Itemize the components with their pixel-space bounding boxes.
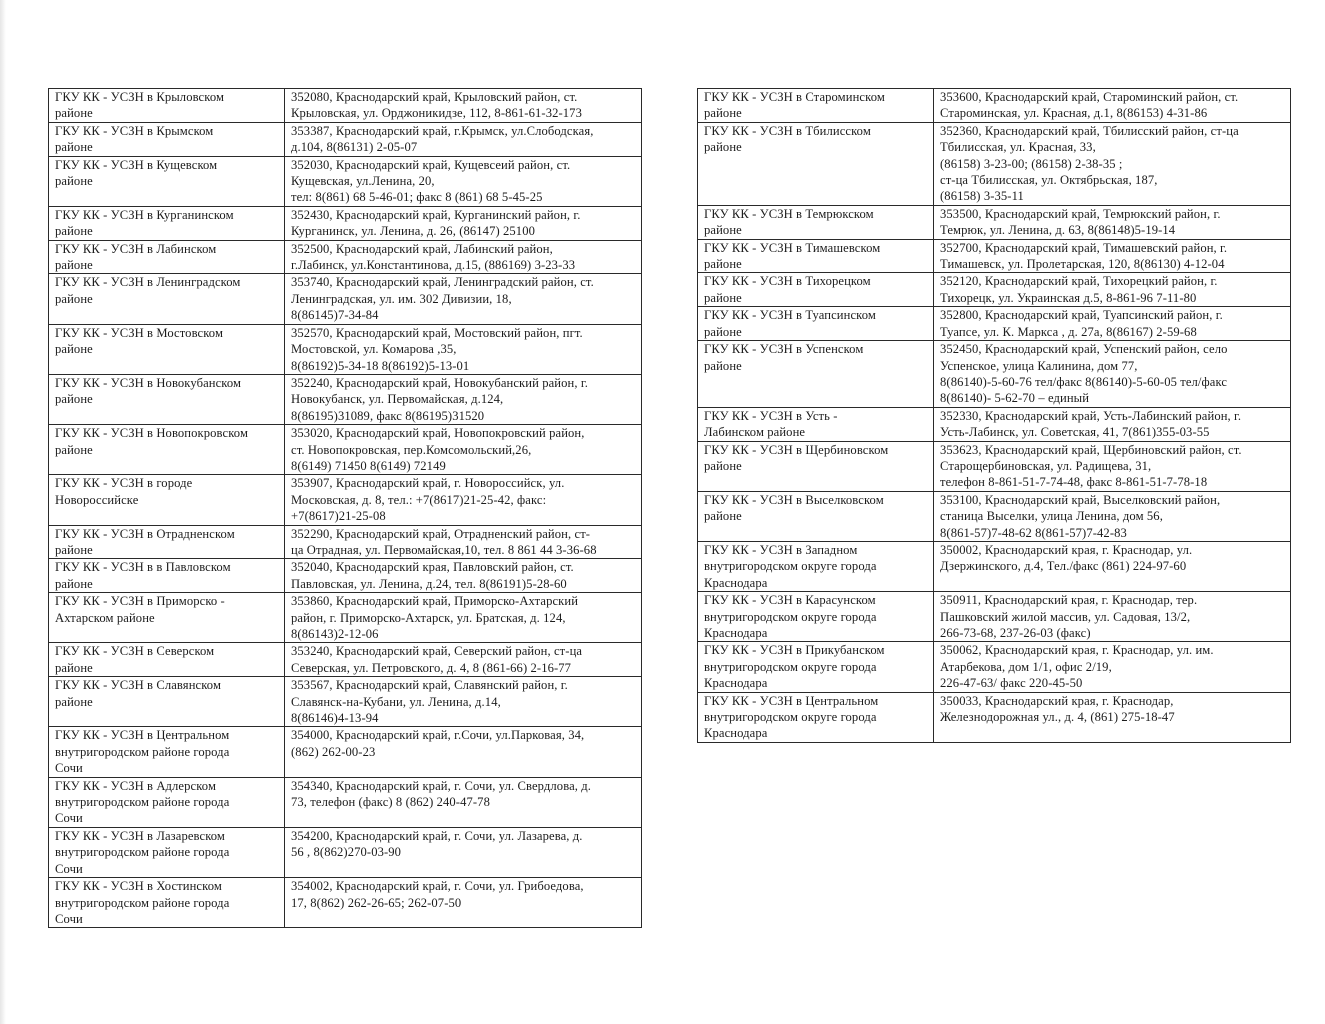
office-name: ГКУ КК - УСЗН в Ленинградском районе: [49, 274, 285, 324]
office-name: ГКУ КК - УСЗН в Выселковском районе: [698, 491, 934, 541]
office-name: ГКУ КК - УСЗН в Лабинском районе: [49, 240, 285, 274]
office-name: ГКУ КК - УСЗН в Курганинском районе: [49, 206, 285, 240]
table-row: [49, 643, 642, 677]
office-name: ГКУ КК - УСЗН в Новопокровском районе: [49, 425, 285, 475]
table-row: [49, 240, 642, 274]
table-row: [49, 475, 642, 525]
office-address: 352330, Краснодарский край, Усть-Лабинский район, г. Усть-Лабинск, ул. Советская, 41, 7(861)355-03-55: [934, 407, 1291, 441]
table-row: [698, 407, 1291, 441]
table-row: [49, 525, 642, 559]
office-name: ГКУ КК - УСЗН в Тихорецком районе: [698, 273, 934, 307]
left-directory-table: [48, 88, 642, 928]
office-name: ГКУ КК - УСЗН в Отрадненском районе: [49, 525, 285, 559]
table-row: [49, 156, 642, 206]
table-row: [698, 205, 1291, 239]
office-address: 354340, Краснодарский край, г. Сочи, ул. Свердлова, д. 73, телефон (факс) 8 (862) 240-47-78: [285, 777, 642, 827]
office-name: ГКУ КК - УСЗН в Тимашевском районе: [698, 239, 934, 273]
office-address: 354002, Краснодарский край, г. Сочи, ул. Грибоедова, 17, 8(862) 262-26-65; 262-07-50: [285, 878, 642, 928]
office-name: ГКУ КК - УСЗН в Прикубанском внутригородском округе города Краснодара: [698, 642, 934, 692]
table-row: [698, 89, 1291, 123]
office-address: 353740, Краснодарский край, Ленинградский район, ст. Ленинградская, ул. им. 302 Дивизии, 18, 8(86145)7-34-84: [285, 274, 642, 324]
office-name: ГКУ КК - УСЗН в Лазаревском внутригородском районе города Сочи: [49, 827, 285, 877]
office-address: 353500, Краснодарский край, Темрюкский район, г. Темрюк, ул. Ленина, д. 63, 8(86148)5-19-14: [934, 205, 1291, 239]
table-row: [49, 425, 642, 475]
office-name: ГКУ КК - УСЗН в Центральном внутригородском районе города Сочи: [49, 727, 285, 777]
office-address: 353240, Краснодарский край, Северский район, ст-ца Северская, ул. Петровского, д. 4, 8 (861-66) 2-16-77: [285, 643, 642, 677]
office-name: ГКУ КК - УСЗН в Хостинском внутригородском районе города Сочи: [49, 878, 285, 928]
table-row: [49, 122, 642, 156]
office-address: 353623, Краснодарский край, Щербиновский район, ст. Старощербиновская, ул. Радищева, 31, телефон 8-861-51-7-74-48, факс 8-861-51-7-78-18: [934, 441, 1291, 491]
office-address: 352570, Краснодарский край, Мостовский район, пгт. Мостовской, ул. Комарова ,35, 8(86192)5-34-18 8(86192)5-13-01: [285, 324, 642, 374]
scan-edge-shadow: [0, 0, 6, 1024]
office-name: ГКУ КК - УСЗН в Центральном внутригородском округе города Краснодара: [698, 692, 934, 742]
office-name: ГКУ КК - УСЗН в Крымском районе: [49, 122, 285, 156]
table-row: [49, 374, 642, 424]
office-address: 350033, Краснодарский края, г. Краснодар, Железнодорожная ул., д. 4, (861) 275-18-47: [934, 692, 1291, 742]
table-row: [49, 677, 642, 727]
right-directory-table: [697, 88, 1291, 743]
table-row: [698, 239, 1291, 273]
office-address: 352800, Краснодарский край, Туапсинский район, г. Туапсе, ул. К. Маркса , д. 27а, 8(86167) 2-59-68: [934, 307, 1291, 341]
office-address: 352120, Краснодарский край, Тихорецкий район, г. Тихорецк, ул. Украинская д.5, 8-861-96 7-11-80: [934, 273, 1291, 307]
office-name: ГКУ КК - УСЗН в Щербиновском районе: [698, 441, 934, 491]
office-address: 352030, Краснодарский край, Кущевсеий район, ст. Кущевская, ул.Ленина, 20, тел: 8(861) 68 5-46-01; факс 8 (861) 68 5-45-25: [285, 156, 642, 206]
office-address: 352450, Краснодарский край, Успенский район, село Успенское, улица Калинина, дом 77, 8(86140)-5-60-76 тел/факс 8(86140)-5-60-05 тел/факс 8(86140)- 5-62-70 – единый: [934, 341, 1291, 408]
table-row: [698, 541, 1291, 591]
office-address: 353600, Краснодарский край, Староминский район, ст. Староминская, ул. Красная, д.1, 8(86153) 4-31-86: [934, 89, 1291, 123]
table-row: [49, 324, 642, 374]
office-address: 353567, Краснодарский край, Славянский район, г. Славянск-на-Кубани, ул. Ленина, д.14, 8(86146)4-13-94: [285, 677, 642, 727]
office-address: 352700, Краснодарский край, Тимашевский район, г. Тимашевск, ул. Пролетарская, 120, 8(86130) 4-12-04: [934, 239, 1291, 273]
office-address: 352500, Краснодарский край, Лабинский район, г.Лабинск, ул.Константинова, д.15, (886169) 3-23-33: [285, 240, 642, 274]
table-row: [698, 273, 1291, 307]
office-address: 350002, Краснодарский края, г. Краснодар, ул. Дзержинского, д.4, Тел./факс (861) 224-97-60: [934, 541, 1291, 591]
table-row: [698, 122, 1291, 205]
office-address: 350062, Краснодарский края, г. Краснодар, ул. им. Атарбекова, дом 1/1, офис 2/19, 226-47-63/ факс 220-45-50: [934, 642, 1291, 692]
office-name: ГКУ КК - УСЗН в Карасунском внутригородском округе города Краснодара: [698, 592, 934, 642]
office-address: 352240, Краснодарский край, Новокубанский район, г. Новокубанск, ул. Первомайская, д.124, 8(86195)31089, факс 8(86195)31520: [285, 374, 642, 424]
office-name: ГКУ КК - УСЗН в Адлерском внутригородском районе города Сочи: [49, 777, 285, 827]
left-table-body: [49, 89, 642, 928]
office-name: ГКУ КК - УСЗН в городе Новороссийске: [49, 475, 285, 525]
table-row: [698, 692, 1291, 742]
office-address: 352080, Краснодарский край, Крыловский район, ст. Крыловская, ул. Орджоникидзе, 112, 8-861-61-32-173: [285, 89, 642, 123]
office-address: 352040, Краснодарский края, Павловский район, ст. Павловская, ул. Ленина, д.24, тел. 8(86191)5-28-60: [285, 559, 642, 593]
table-row: [49, 827, 642, 877]
office-name: ГКУ КК - УСЗН в Северском районе: [49, 643, 285, 677]
table-row: [698, 491, 1291, 541]
office-name: ГКУ КК - УСЗН в Кущевском районе: [49, 156, 285, 206]
office-name: ГКУ КК - УСЗН в Усть - Лабинском районе: [698, 407, 934, 441]
table-row: [698, 307, 1291, 341]
office-address: 354200, Краснодарский край, г. Сочи, ул. Лазарева, д. 56 , 8(862)270-03-90: [285, 827, 642, 877]
office-address: 354000, Краснодарский край, г.Сочи, ул.Парковая, 34, (862) 262-00-23: [285, 727, 642, 777]
table-row: [49, 727, 642, 777]
office-address: 352290, Краснодарский край, Отрадненский район, ст- ца Отрадная, ул. Первомайская,10, тел. 8 861 44 3-36-68: [285, 525, 642, 559]
table-row: [49, 593, 642, 643]
office-name: ГКУ КК - УСЗН в Славянском районе: [49, 677, 285, 727]
office-address: 352430, Краснодарский край, Курганинский район, г. Курганинск, ул. Ленина, д. 26, (86147) 25100: [285, 206, 642, 240]
office-address: 353907, Краснодарский край, г. Новороссийск, ул. Московская, д. 8, тел.: +7(8617)21-25-42, факс: +7(8617)21-25-08: [285, 475, 642, 525]
office-address: 353860, Краснодарский край, Приморско-Ахтарский район, г. Приморско-Ахтарск, ул. Братская, д. 124, 8(86143)2-12-06: [285, 593, 642, 643]
office-name: ГКУ КК - УСЗН в Крыловском районе: [49, 89, 285, 123]
office-name: ГКУ КК - УСЗН в Мостовском районе: [49, 324, 285, 374]
office-name: ГКУ КК - УСЗН в Темрюкском районе: [698, 205, 934, 239]
office-address: 353100, Краснодарский край, Выселковский район, станица Выселки, улица Ленина, дом 56, 8(861-57)7-48-62 8(861-57)7-42-83: [934, 491, 1291, 541]
right-table-body: [698, 89, 1291, 743]
table-row: [49, 777, 642, 827]
table-row: [49, 559, 642, 593]
office-address: 353387, Краснодарский край, г.Крымск, ул.Слободская, д.104, 8(86131) 2-05-07: [285, 122, 642, 156]
office-name: ГКУ КК - УСЗН в Староминском районе: [698, 89, 934, 123]
table-row: [49, 878, 642, 928]
office-address: 350911, Краснодарский края, г. Краснодар, тер. Пашковский жилой массив, ул. Садовая, 13/2, 266-73-68, 237-26-03 (факс): [934, 592, 1291, 642]
office-address: 352360, Краснодарский край, Тбилисский район, ст-ца Тбилисская, ул. Красная, 33, (86158) 3-23-00; (86158) 2-38-35 ; ст-ца Тбилисская, ул. Октябрьская, 187, (86158) 3-35-11: [934, 122, 1291, 205]
table-row: [698, 341, 1291, 408]
table-row: [49, 274, 642, 324]
table-row: [698, 441, 1291, 491]
office-name: ГКУ КК - УСЗН в в Павловском районе: [49, 559, 285, 593]
table-row: [49, 206, 642, 240]
office-name: ГКУ КК - УСЗН в Тбилисском районе: [698, 122, 934, 205]
office-name: ГКУ КК - УСЗН в Туапсинском районе: [698, 307, 934, 341]
table-row: [49, 89, 642, 123]
office-name: ГКУ КК - УСЗН в Новокубанском районе: [49, 374, 285, 424]
office-address: 353020, Краснодарский край, Новопокровский район, ст. Новопокровская, пер.Комсомольский,26, 8(6149) 71450 8(6149) 72149: [285, 425, 642, 475]
table-row: [698, 592, 1291, 642]
office-name: ГКУ КК - УСЗН в Приморско - Ахтарском районе: [49, 593, 285, 643]
table-row: [698, 642, 1291, 692]
office-name: ГКУ КК - УСЗН в Успенском районе: [698, 341, 934, 408]
office-name: ГКУ КК - УСЗН в Западном внутригородском округе города Краснодара: [698, 541, 934, 591]
